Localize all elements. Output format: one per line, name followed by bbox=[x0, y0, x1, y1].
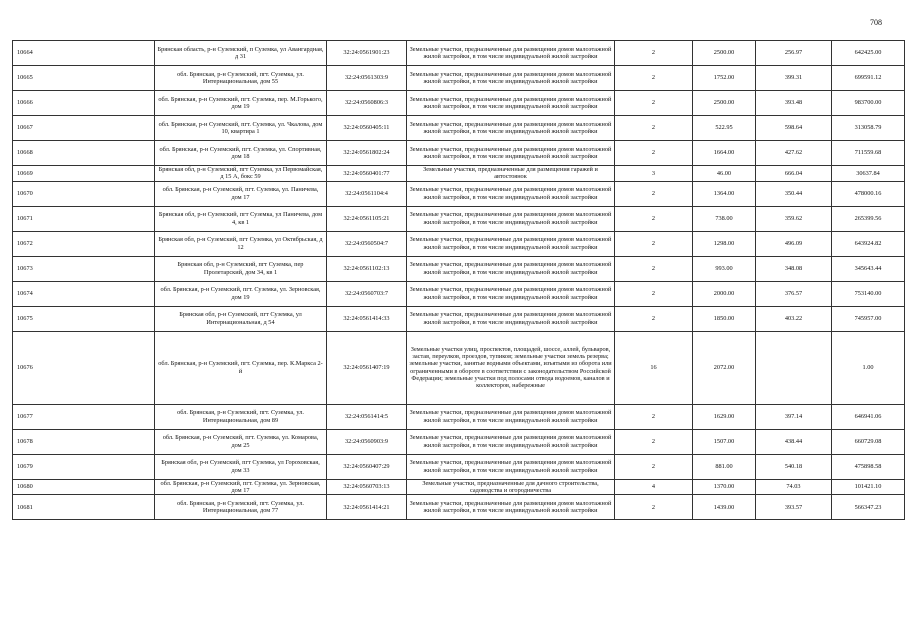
area-cell: 1298.00 bbox=[693, 231, 756, 256]
area-cell: 881.00 bbox=[693, 454, 756, 479]
group-cell: 2 bbox=[615, 306, 693, 331]
cadastral-number-cell: 32:24:0561414:33 bbox=[327, 306, 407, 331]
price-cell: 359.62 bbox=[756, 206, 832, 231]
table-row bbox=[13, 41, 905, 66]
table-row bbox=[13, 281, 905, 306]
cadastral-value-cell: 643924.82 bbox=[832, 231, 905, 256]
row-number-cell: 10664 bbox=[13, 41, 155, 66]
area-cell: 522.95 bbox=[693, 116, 756, 141]
row-number-cell: 10666 bbox=[13, 91, 155, 116]
price-cell: 496.09 bbox=[756, 231, 832, 256]
area-cell: 1439.00 bbox=[693, 495, 756, 520]
price-cell: 376.57 bbox=[756, 281, 832, 306]
table-row bbox=[13, 206, 905, 231]
price-cell: 403.22 bbox=[756, 306, 832, 331]
cadastral-number-cell: 32:24:0561901:23 bbox=[327, 41, 407, 66]
price-cell: 350.44 bbox=[756, 181, 832, 206]
area-cell: 2072.00 bbox=[693, 331, 756, 404]
cadastral-value-cell: 642425.00 bbox=[832, 41, 905, 66]
row-number-cell: 10676 bbox=[13, 331, 155, 404]
cadastral-value-cell: 30637.84 bbox=[832, 166, 905, 182]
cadastral-number-cell: 32:24:0561407:19 bbox=[327, 331, 407, 404]
area-cell: 2500.00 bbox=[693, 91, 756, 116]
group-cell: 2 bbox=[615, 91, 693, 116]
table-row bbox=[13, 479, 905, 495]
table-row bbox=[13, 331, 905, 404]
land-purpose-cell: Земельные участки, предназначенные для размещения домов малоэтажной жилой застройки, в том числе индивидуальной жилой застройки bbox=[407, 141, 615, 166]
price-cell: 393.48 bbox=[756, 91, 832, 116]
row-number-cell: 10672 bbox=[13, 231, 155, 256]
address-cell: обл. Брянская, р-н Суземский, пгт. Суземка, ул. Комарова, дом 25 bbox=[155, 429, 327, 454]
cadastral-number-cell: 32:24:0560903:9 bbox=[327, 429, 407, 454]
address-cell: Брянская обл, р-н Суземский, пгт Суземка, ул Интернациональная, д 54 bbox=[155, 306, 327, 331]
price-cell: 666.04 bbox=[756, 166, 832, 182]
cadastral-number-cell: 32:24:0560806:3 bbox=[327, 91, 407, 116]
price-cell: 438.44 bbox=[756, 429, 832, 454]
group-cell: 2 bbox=[615, 116, 693, 141]
group-cell: 2 bbox=[615, 429, 693, 454]
table-row bbox=[13, 181, 905, 206]
address-cell: обл. Брянская, р-н Суземский, пгт. Суземка, пер. М.Горького, дом 19 bbox=[155, 91, 327, 116]
land-purpose-cell: Земельные участки, предназначенные для размещения домов малоэтажной жилой застройки, в том числе индивидуальной жилой застройки bbox=[407, 454, 615, 479]
group-cell: 2 bbox=[615, 454, 693, 479]
address-cell: обл. Брянская, р-н Суземский, пгт. Суземка, ул. Чкалова, дом 10, квартира 1 bbox=[155, 116, 327, 141]
cadastral-number-cell: 32:24:0560703:7 bbox=[327, 281, 407, 306]
group-cell: 2 bbox=[615, 206, 693, 231]
price-cell: 397.14 bbox=[756, 404, 832, 429]
cadastral-value-cell: 711559.68 bbox=[832, 141, 905, 166]
table-row bbox=[13, 454, 905, 479]
address-cell: обл. Брянская, р-н Суземский, пгт. Суземка, ул. Интернациональная, дом 89 bbox=[155, 404, 327, 429]
area-cell: 1752.00 bbox=[693, 66, 756, 91]
group-cell: 2 bbox=[615, 41, 693, 66]
row-number-cell: 10674 bbox=[13, 281, 155, 306]
group-cell: 3 bbox=[615, 166, 693, 182]
land-purpose-cell: Земельные участки улиц, проспектов, площадей, шоссе, аллей, бульваров, застав, переулков, проездов, тупиков; земельные участки земель резерва; земельные участки, занятые водными объектами, изъятыми из оборота или ограниченными в обороте в соответствии с законодательством Российской Федерации; земельные участки под полосами отвода водоемов, каналов и коллекторов, набережные bbox=[407, 331, 615, 404]
cadastral-value-cell: 101421.10 bbox=[832, 479, 905, 495]
group-cell: 2 bbox=[615, 66, 693, 91]
row-number-cell: 10670 bbox=[13, 181, 155, 206]
cadastral-number-cell: 32:24:0561414:5 bbox=[327, 404, 407, 429]
row-number-cell: 10677 bbox=[13, 404, 155, 429]
group-cell: 2 bbox=[615, 141, 693, 166]
group-cell: 2 bbox=[615, 256, 693, 281]
address-cell: Брянская обл, р-н Суземский, пгт Суземка, ул Паничева, дом 4, кв 1 bbox=[155, 206, 327, 231]
row-number-cell: 10679 bbox=[13, 454, 155, 479]
address-cell: Брянская обл, р-н Суземский, пгт Суземка, ул Гороховская, дом 33 bbox=[155, 454, 327, 479]
land-purpose-cell: Земельные участки, предназначенные для размещения домов малоэтажной жилой застройки, в том числе индивидуальной жилой застройки bbox=[407, 404, 615, 429]
cadastral-number-cell: 32:24:0561802:24 bbox=[327, 141, 407, 166]
area-cell: 1664.00 bbox=[693, 141, 756, 166]
table-row bbox=[13, 306, 905, 331]
table-row bbox=[13, 495, 905, 520]
cadastral-value-cell: 646941.06 bbox=[832, 404, 905, 429]
land-purpose-cell: Земельные участки, предназначенные для размещения домов малоэтажной жилой застройки, в том числе индивидуальной жилой застройки bbox=[407, 256, 615, 281]
row-number-cell: 10678 bbox=[13, 429, 155, 454]
table-row bbox=[13, 141, 905, 166]
land-purpose-cell: Земельные участки, предназначенные для размещения домов малоэтажной жилой застройки, в том числе индивидуальной жилой застройки bbox=[407, 181, 615, 206]
area-cell: 993.00 bbox=[693, 256, 756, 281]
row-number-cell: 10669 bbox=[13, 166, 155, 182]
price-cell: 399.31 bbox=[756, 66, 832, 91]
price-cell: 256.97 bbox=[756, 41, 832, 66]
address-cell: обл. Брянская, р-н Суземский, пгт. Суземка, ул. Спортивная, дом 18 bbox=[155, 141, 327, 166]
cadastral-number-cell: 32:24:0561303:9 bbox=[327, 66, 407, 91]
group-cell: 16 bbox=[615, 331, 693, 404]
table-row bbox=[13, 404, 905, 429]
area-cell: 1370.00 bbox=[693, 479, 756, 495]
table-row bbox=[13, 166, 905, 182]
address-cell: обл. Брянская, р-н Суземский, пгт. Суземка, ул. Интернациональная, дом 77 bbox=[155, 495, 327, 520]
cadastral-number-cell: 32:24:0561102:13 bbox=[327, 256, 407, 281]
cadastral-value-cell: 660729.08 bbox=[832, 429, 905, 454]
address-cell: Брянская обл, р-н Суземский, пгт Суземка, пер Пролетарский, дом 34, кв 1 bbox=[155, 256, 327, 281]
address-cell: обл. Брянская, р-н Суземский, пгт. Суземка, ул. Интернациональная, дом 55 bbox=[155, 66, 327, 91]
table-row bbox=[13, 231, 905, 256]
cadastral-number-cell: 32:24:0560703:13 bbox=[327, 479, 407, 495]
area-cell: 2000.00 bbox=[693, 281, 756, 306]
address-cell: Брянская обл, р-н Суземский, пгт Суземка, ул Первомайская, д 15 А, бокс 59 bbox=[155, 166, 327, 182]
row-number-cell: 10675 bbox=[13, 306, 155, 331]
price-cell: 427.62 bbox=[756, 141, 832, 166]
cadastral-number-cell: 32:24:0560504:7 bbox=[327, 231, 407, 256]
group-cell: 2 bbox=[615, 231, 693, 256]
group-cell: 2 bbox=[615, 181, 693, 206]
area-cell: 1850.00 bbox=[693, 306, 756, 331]
area-cell: 1507.00 bbox=[693, 429, 756, 454]
cadastral-number-cell: 32:24:0560401:77 bbox=[327, 166, 407, 182]
table-row bbox=[13, 91, 905, 116]
row-number-cell: 10671 bbox=[13, 206, 155, 231]
land-purpose-cell: Земельные участки, предназначенные для размещения домов малоэтажной жилой застройки, в том числе индивидуальной жилой застройки bbox=[407, 91, 615, 116]
cadastral-value-cell: 566347.23 bbox=[832, 495, 905, 520]
land-purpose-cell: Земельные участки, предназначенные для размещения домов малоэтажной жилой застройки, в том числе индивидуальной жилой застройки bbox=[407, 66, 615, 91]
area-cell: 1629.00 bbox=[693, 404, 756, 429]
table-row bbox=[13, 256, 905, 281]
price-cell: 540.18 bbox=[756, 454, 832, 479]
row-number-cell: 10673 bbox=[13, 256, 155, 281]
row-number-cell: 10681 bbox=[13, 495, 155, 520]
row-number-cell: 10668 bbox=[13, 141, 155, 166]
cadastral-value-cell: 745957.00 bbox=[832, 306, 905, 331]
cadastral-number-cell: 32:24:0560407:29 bbox=[327, 454, 407, 479]
group-cell: 2 bbox=[615, 404, 693, 429]
price-cell bbox=[756, 331, 832, 404]
land-purpose-cell: Земельные участки, предназначенные для размещения домов малоэтажной жилой застройки, в том числе индивидуальной жилой застройки bbox=[407, 429, 615, 454]
cadastral-value-cell: 345643.44 bbox=[832, 256, 905, 281]
row-number-cell: 10680 bbox=[13, 479, 155, 495]
address-cell: обл. Брянская, р-н Суземский, пгт. Суземка, пер. К.Маркса 2-й bbox=[155, 331, 327, 404]
land-purpose-cell: Земельные участки, предназначенные для размещения домов малоэтажной жилой застройки, в том числе индивидуальной жилой застройки bbox=[407, 231, 615, 256]
area-cell: 1364.00 bbox=[693, 181, 756, 206]
address-cell: обл. Брянская, р-н Суземский, пгт. Суземка, ул. Зерновская, дом 17 bbox=[155, 479, 327, 495]
land-purpose-cell: Земельные участки, предназначенные для дачного строительства, садоводства и огородничества bbox=[407, 479, 615, 495]
cadastral-value-cell: 699591.12 bbox=[832, 66, 905, 91]
cadastral-number-cell: 32:24:0561104:4 bbox=[327, 181, 407, 206]
address-cell: Брянская обл, р-н Суземский, пгт Суземка, ул Октябрьская, д 12 bbox=[155, 231, 327, 256]
land-purpose-cell: Земельные участки, предназначенные для размещения домов малоэтажной жилой застройки, в том числе индивидуальной жилой застройки bbox=[407, 306, 615, 331]
page-number: 708 bbox=[870, 18, 882, 27]
address-cell: Брянская область, р-н Суземский, п Суземка, ул Авангардная, д 31 bbox=[155, 41, 327, 66]
cadastral-value-cell: 313058.79 bbox=[832, 116, 905, 141]
price-cell: 348.08 bbox=[756, 256, 832, 281]
cadastral-number-cell: 32:24:0560405:11 bbox=[327, 116, 407, 141]
cadastral-value-cell: 1.00 bbox=[832, 331, 905, 404]
price-cell: 598.64 bbox=[756, 116, 832, 141]
table-body bbox=[13, 41, 905, 520]
address-cell: обл. Брянская, р-н Суземский, пгт. Суземка, ул. Зерновская, дом 19 bbox=[155, 281, 327, 306]
land-purpose-cell: Земельные участки, предназначенные для размещения домов малоэтажной жилой застройки, в том числе индивидуальной жилой застройки bbox=[407, 495, 615, 520]
area-cell: 2500.00 bbox=[693, 41, 756, 66]
row-number-cell: 10667 bbox=[13, 116, 155, 141]
cadastral-number-cell: 32:24:0561414:21 bbox=[327, 495, 407, 520]
land-purpose-cell: Земельные участки, предназначенные для размещения домов малоэтажной жилой застройки, в том числе индивидуальной жилой застройки bbox=[407, 116, 615, 141]
land-purpose-cell: Земельные участки, предназначенные для размещения гаражей и автостоянок bbox=[407, 166, 615, 182]
table-row bbox=[13, 429, 905, 454]
cadastral-value-cell: 265399.56 bbox=[832, 206, 905, 231]
group-cell: 2 bbox=[615, 495, 693, 520]
land-valuation-table bbox=[12, 40, 905, 520]
table-row bbox=[13, 66, 905, 91]
cadastral-value-cell: 478000.16 bbox=[832, 181, 905, 206]
price-cell: 74.03 bbox=[756, 479, 832, 495]
group-cell: 2 bbox=[615, 281, 693, 306]
cadastral-value-cell: 475898.58 bbox=[832, 454, 905, 479]
table-row bbox=[13, 116, 905, 141]
address-cell: обл. Брянская, р-н Суземский, пгт. Суземка, ул. Паничева, дом 17 bbox=[155, 181, 327, 206]
cadastral-number-cell: 32:24:0561105:21 bbox=[327, 206, 407, 231]
land-purpose-cell: Земельные участки, предназначенные для размещения домов малоэтажной жилой застройки, в том числе индивидуальной жилой застройки bbox=[407, 206, 615, 231]
cadastral-value-cell: 753140.00 bbox=[832, 281, 905, 306]
cadastral-value-cell: 983700.00 bbox=[832, 91, 905, 116]
price-cell: 393.57 bbox=[756, 495, 832, 520]
area-cell: 738.00 bbox=[693, 206, 756, 231]
area-cell: 46.00 bbox=[693, 166, 756, 182]
land-purpose-cell: Земельные участки, предназначенные для размещения домов малоэтажной жилой застройки, в том числе индивидуальной жилой застройки bbox=[407, 281, 615, 306]
land-purpose-cell: Земельные участки, предназначенные для размещения домов малоэтажной жилой застройки, в том числе индивидуальной жилой застройки bbox=[407, 41, 615, 66]
group-cell: 4 bbox=[615, 479, 693, 495]
row-number-cell: 10665 bbox=[13, 66, 155, 91]
